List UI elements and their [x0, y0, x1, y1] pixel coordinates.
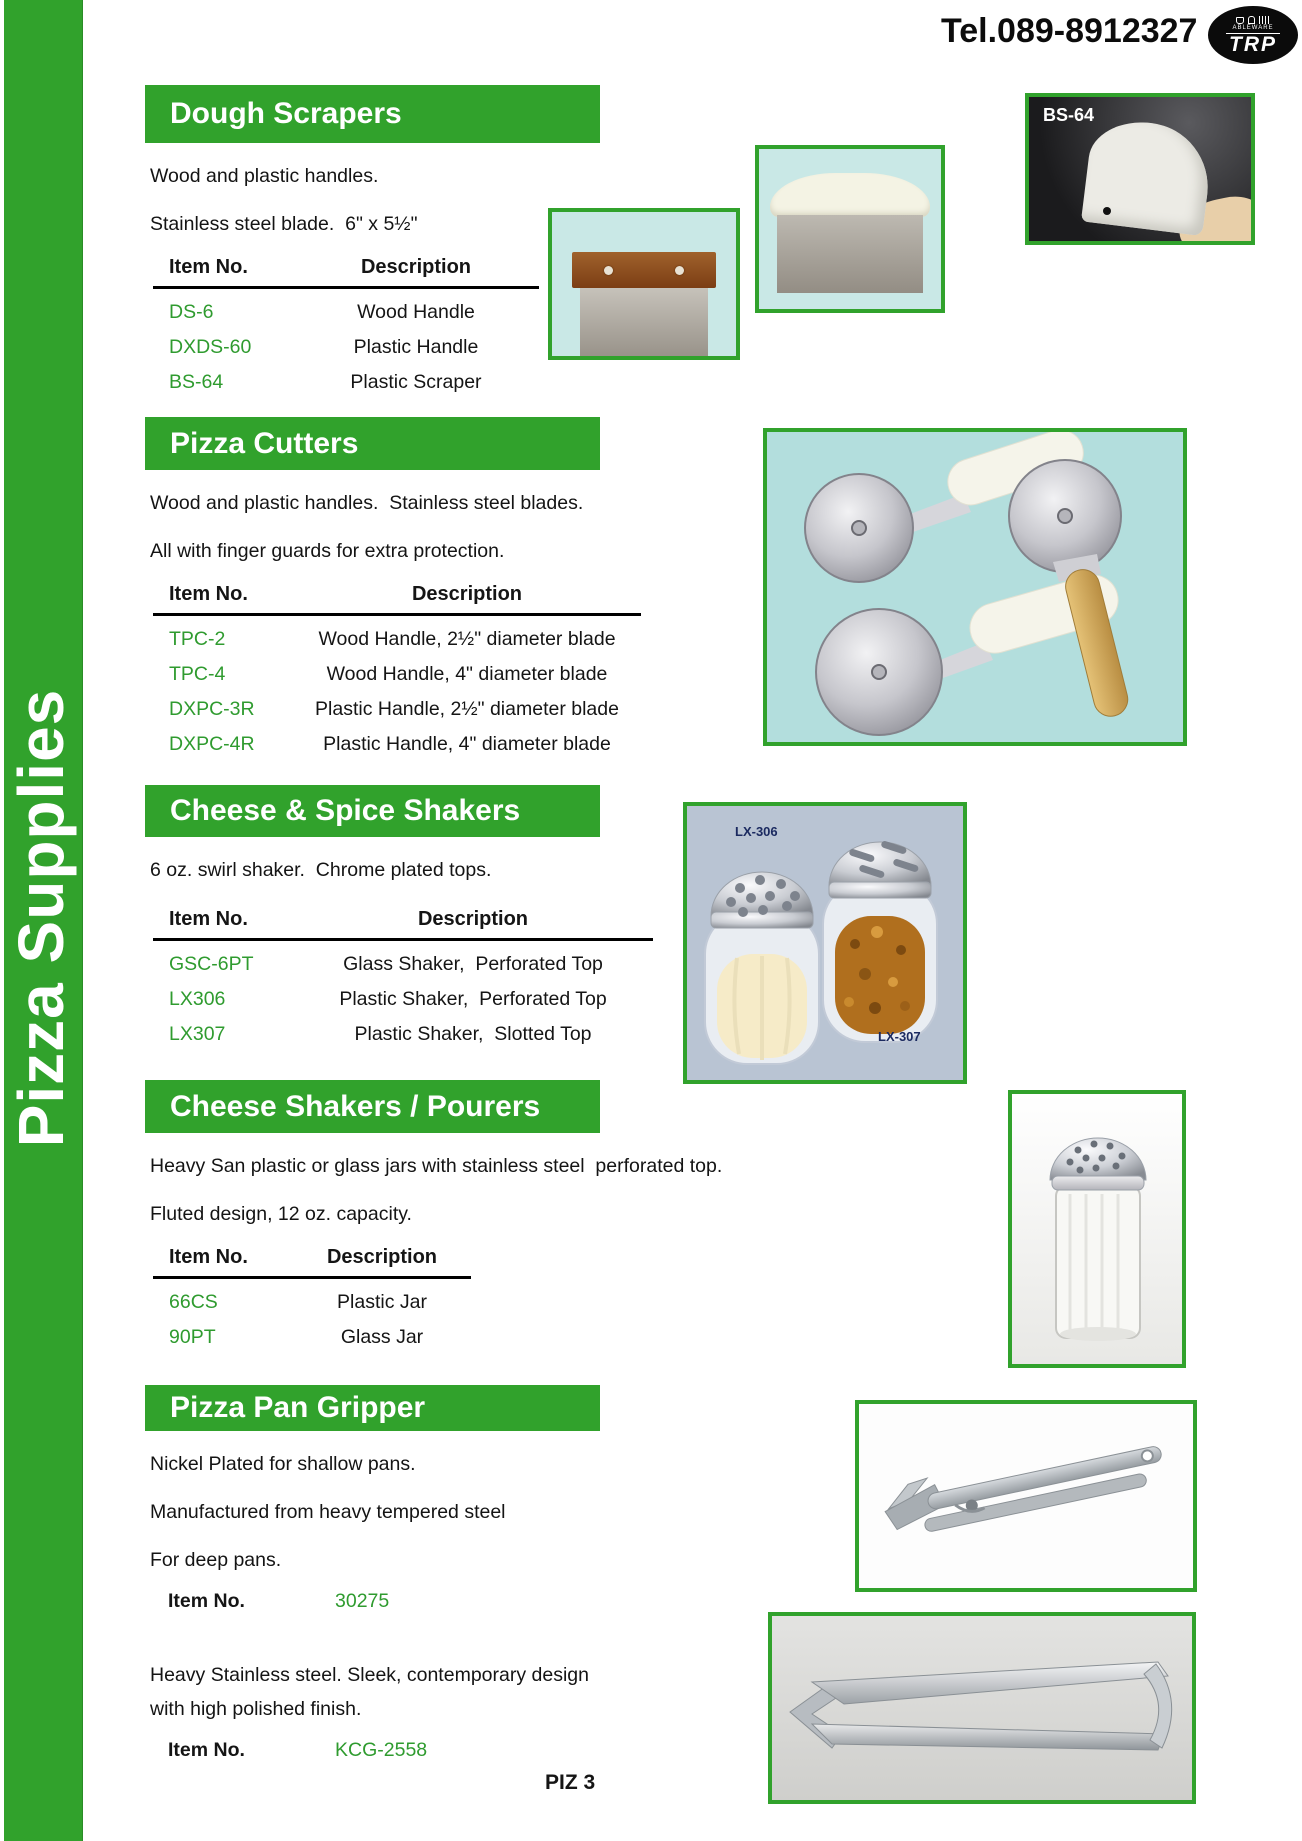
table-row — [153, 733, 641, 756]
person-icon — [1248, 16, 1255, 24]
gripper-drawing — [772, 1616, 1192, 1800]
item-no: TPC-2 — [169, 628, 226, 650]
section-pizza-pan-gripper — [145, 1385, 795, 1762]
table-header — [153, 908, 653, 941]
column-header-description: Description — [411, 583, 523, 605]
table-row — [153, 1291, 471, 1314]
sidebar-vertical-title: Pizza Supplies — [5, 688, 77, 1148]
section-description-line: Heavy Stainless steel. Sleek, contemporary design — [150, 1664, 589, 1686]
item-description: Wood Handle — [357, 301, 475, 323]
photo-label-lx307: LX-307 — [878, 1029, 921, 1044]
item-no: GSC-6PT — [169, 953, 254, 975]
pourer-drawing — [1012, 1094, 1182, 1364]
cup-icon — [1236, 17, 1244, 24]
section-header-bar — [145, 785, 600, 837]
steel-blade — [580, 288, 709, 356]
table-row — [153, 371, 539, 394]
table-row — [153, 1023, 653, 1046]
item-no: 90PT — [169, 1326, 216, 1348]
item-number-line — [150, 1590, 795, 1613]
barcode-icon — [1259, 16, 1271, 24]
item-description: Plastic Handle — [353, 336, 479, 358]
phone-number: Tel.089-8912327 — [941, 12, 1198, 50]
photo-dough-scraper-wood-handle — [548, 208, 740, 360]
table-row — [153, 628, 641, 651]
table-row — [153, 663, 641, 686]
section-description-line: Nickel Plated for shallow pans. — [150, 1453, 416, 1475]
photo-pan-gripper-stainless — [768, 1612, 1196, 1804]
item-description: Glass Jar — [340, 1326, 424, 1348]
section-header-bar — [145, 1080, 600, 1133]
logo-brand-text: TRP — [1229, 32, 1277, 56]
table-row — [153, 301, 539, 324]
item-no: DXDS-60 — [169, 336, 252, 358]
section-description-line: with high polished finish. — [150, 1698, 362, 1720]
section-title: Cheese & Spice Shakers — [170, 794, 521, 827]
item-description: Wood Handle, 2½" diameter blade — [318, 628, 616, 650]
item-no-value: 30275 — [335, 1590, 390, 1612]
product-table — [153, 908, 653, 1046]
table-header — [153, 1246, 471, 1279]
item-no: 66CS — [169, 1291, 218, 1313]
item-no: BS-64 — [169, 371, 224, 393]
table-row — [153, 698, 641, 721]
table-row — [153, 988, 653, 1011]
item-no-label: Item No. — [168, 1739, 245, 1761]
item-no-value: KCG-2558 — [335, 1739, 428, 1761]
table-header — [153, 583, 641, 616]
item-description: Plastic Handle, 4" diameter blade — [323, 733, 611, 755]
column-header-item-no: Item No. — [169, 1246, 248, 1268]
item-description: Wood Handle, 4" diameter blade — [326, 663, 608, 685]
photo-dough-scraper-plastic-handle — [755, 145, 945, 313]
item-no: TPC-4 — [169, 663, 226, 685]
item-description: Plastic Shaker, Perforated Top — [339, 988, 607, 1010]
item-description: Plastic Shaker, Slotted Top — [354, 1023, 592, 1045]
item-description: Glass Shaker, Perforated Top — [343, 953, 603, 975]
column-header-description: Description — [360, 256, 472, 278]
section-cheese-shakers-pourers — [145, 1080, 795, 1349]
photo-plastic-scraper-bs64 — [1025, 93, 1255, 245]
section-title: Pizza Pan Gripper — [170, 1391, 426, 1424]
photo-label-lx306: LX-306 — [735, 824, 778, 839]
steel-blade — [777, 215, 923, 293]
section-header-bar — [145, 417, 600, 470]
section-title: Dough Scrapers — [170, 97, 402, 130]
section-description-line: 6 oz. swirl shaker. Chrome plated tops. — [150, 859, 492, 881]
section-header-bar — [145, 85, 600, 143]
section-title: Cheese Shakers / Pourers — [170, 1089, 541, 1123]
item-description: Plastic Handle, 2½" diameter blade — [315, 698, 619, 720]
section-header-bar — [145, 1385, 600, 1431]
table-row — [153, 1326, 471, 1349]
photo-cheese-shaker-pourer — [1008, 1090, 1186, 1368]
photo-cheese-spice-shakers — [683, 802, 967, 1084]
section-description-line: Heavy San plastic or glass jars with stainless steel perforated top. — [150, 1155, 723, 1177]
section-description-line: For deep pans. — [150, 1549, 282, 1571]
product-table — [153, 256, 539, 394]
section-description-line: Fluted design, 12 oz. capacity. — [150, 1203, 412, 1225]
shakers-drawing — [687, 806, 963, 1080]
photo-pan-gripper-nickel — [855, 1400, 1197, 1592]
product-table — [153, 1246, 471, 1349]
item-description: Plastic Jar — [337, 1291, 427, 1313]
column-header-description: Description — [417, 908, 529, 930]
scraper-dot — [1103, 207, 1111, 215]
item-no-label: Item No. — [168, 1590, 245, 1612]
logo-pictogram-icons — [1236, 15, 1271, 24]
photo-pizza-cutters — [763, 428, 1187, 746]
column-header-item-no: Item No. — [169, 583, 248, 605]
rivet — [604, 266, 613, 275]
logo-subtext: ABLEWARE — [1226, 25, 1279, 34]
column-header-description: Description — [326, 1246, 438, 1268]
gripper-drawing — [859, 1404, 1193, 1588]
section-description-line: Wood and plastic handles. Stainless steel blades. — [150, 492, 584, 514]
column-header-item-no: Item No. — [169, 256, 248, 278]
section-description-line: Wood and plastic handles. — [150, 165, 379, 187]
item-no: DS-6 — [169, 301, 214, 323]
plastic-handle — [770, 173, 930, 217]
item-description: Plastic Scraper — [350, 371, 482, 393]
pizza-cutters-drawing — [767, 432, 1183, 742]
column-header-item-no: Item No. — [169, 908, 248, 930]
section-title: Pizza Cutters — [170, 426, 359, 460]
plastic-scraper — [1081, 116, 1215, 236]
item-no: DXPC-4R — [169, 733, 255, 755]
table-row — [153, 336, 539, 359]
item-no: DXPC-3R — [169, 698, 255, 720]
item-number-line — [150, 1739, 795, 1762]
section-description-line: Stainless steel blade. 6" x 5½" — [150, 213, 418, 235]
item-no: LX307 — [169, 1023, 226, 1045]
item-no: LX306 — [169, 988, 226, 1010]
brand-logo — [1208, 6, 1298, 64]
section-description-line: Manufactured from heavy tempered steel — [150, 1501, 506, 1523]
page-number: PIZ 3 — [545, 1771, 596, 1794]
product-table — [153, 583, 641, 756]
wood-handle — [572, 252, 716, 288]
rivet — [675, 266, 684, 275]
section-pizza-cutters — [145, 417, 795, 756]
photo-label-bs64: BS-64 — [1043, 105, 1095, 125]
table-header — [153, 256, 539, 289]
section-description-line: All with finger guards for extra protection. — [150, 540, 505, 562]
table-row — [153, 953, 653, 976]
